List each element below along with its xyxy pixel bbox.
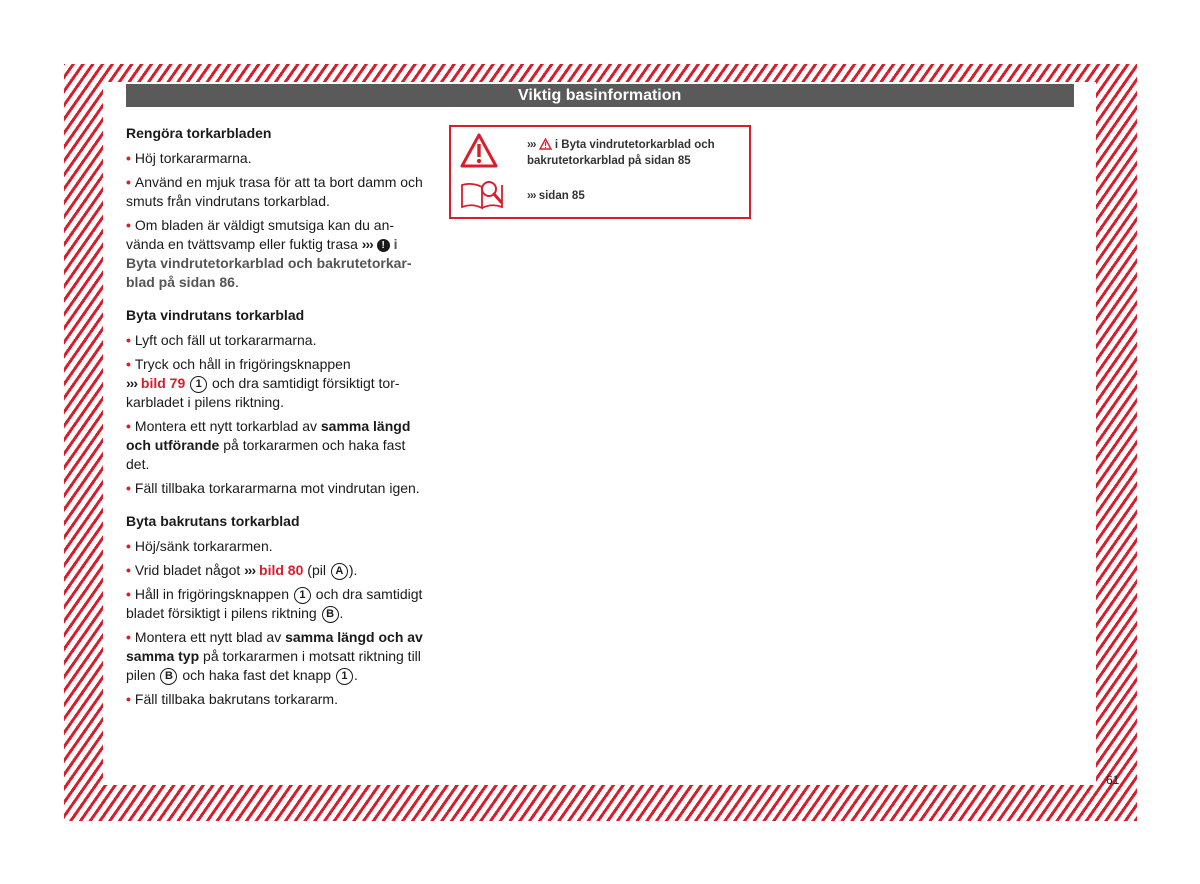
bullet-icon: • <box>126 629 131 645</box>
callout-number: 1 <box>190 376 207 393</box>
callout-letter: B <box>160 668 177 685</box>
arrows-icon: ››› <box>527 190 536 202</box>
arrows-icon: ››› <box>527 139 536 151</box>
bullet-icon: • <box>126 174 131 190</box>
bullet-icon: • <box>126 356 131 372</box>
arrows-icon: ››› <box>244 562 256 578</box>
cross-reference-link[interactable]: i Byta vindrutetorkarblad och bakrutetorkarblad på sidan 86 <box>126 236 412 290</box>
bullet-icon: • <box>126 562 131 578</box>
list-item: • Fäll tillbaka torkararmarna mot vindrutan igen. <box>126 480 420 496</box>
callout-letter: A <box>331 563 348 580</box>
warning-triangle-icon <box>459 131 499 171</box>
bullet-icon: • <box>126 332 131 348</box>
bullet-icon: • <box>126 586 131 602</box>
bullet-icon: • <box>126 217 131 233</box>
list-item: • Lyft och fäll ut torkararmarna. <box>126 332 317 348</box>
main-text-column <box>126 124 426 714</box>
list-item: • Höj/sänk torkararmen. <box>126 538 273 554</box>
figure-link-79[interactable]: bild 79 <box>140 375 186 391</box>
heading-replace-rear-wiper: Byta bakrutans torkarblad <box>126 513 300 529</box>
bullet-icon: • <box>126 480 131 496</box>
book-cross-reference[interactable]: sidan 85 <box>538 190 585 202</box>
book-reference-row <box>451 177 749 217</box>
callout-letter: B <box>322 606 339 623</box>
bullet-icon: • <box>126 538 131 554</box>
warning-circle-icon: ! <box>377 239 390 252</box>
list-item: • Montera ett nytt blad av samma längd och av samma typ på torkararmen i motsatt riktning till pilen B och haka fast det knapp 1 . <box>126 629 423 683</box>
arrows-icon: ››› <box>361 236 373 252</box>
book-magnifier-icon <box>459 177 509 213</box>
list-item: • Höj torkararmarna. <box>126 150 252 166</box>
reference-box <box>449 125 751 219</box>
callout-number: 1 <box>294 587 311 604</box>
warning-mini-icon <box>539 138 552 150</box>
bullet-icon: • <box>126 691 131 707</box>
list-item: • Vrid bladet något ››› bild 80 (pil A ). <box>126 562 358 578</box>
list-item: • Montera ett nytt torkarblad av samma längd och utförande på torkararmen och haka fast det. <box>126 418 411 472</box>
heading-replace-windscreen-wipers: Byta vindrutans torkarblad <box>126 307 305 323</box>
callout-number: 1 <box>336 668 353 685</box>
arrows-icon: ››› <box>126 375 137 391</box>
section-header <box>126 84 1074 107</box>
bullet-icon: • <box>126 418 131 434</box>
section-header-title: Viktig basinformation <box>518 87 682 104</box>
warning-cross-reference[interactable]: i Byta vindrutetorkarblad och bakrutetorkarblad på sidan 85 <box>527 139 715 167</box>
list-item: • Tryck och håll in frigöringsknappen ››› bild 79 1 och dra samtidigt försiktigt torkarbladet i pilens riktning. <box>126 356 400 410</box>
list-item: • Fäll tillbaka bakrutans torkararm. <box>126 691 338 707</box>
warning-reference-row <box>451 131 749 175</box>
list-item: • Använd en mjuk trasa för att ta bort damm och smuts från vindrutans torkarblad. <box>126 174 423 209</box>
heading-clean-wipers: Rengöra torkarbladen <box>126 125 272 141</box>
list-item: • Håll in frigöringsknappen 1 och dra samtidigt bladet försiktigt i pilens riktning B . <box>126 586 423 621</box>
page-number: 61 <box>1106 773 1120 787</box>
list-item: • Om bladen är väldigt smutsiga kan du använda en tvättsvamp eller fuktig trasa ››› ! i Byta vindrutetorkarblad och bakrutetorkarblad på sidan 86. <box>126 217 412 290</box>
figure-link-80[interactable]: bild 80 <box>259 562 304 578</box>
bullet-icon: • <box>126 150 131 166</box>
